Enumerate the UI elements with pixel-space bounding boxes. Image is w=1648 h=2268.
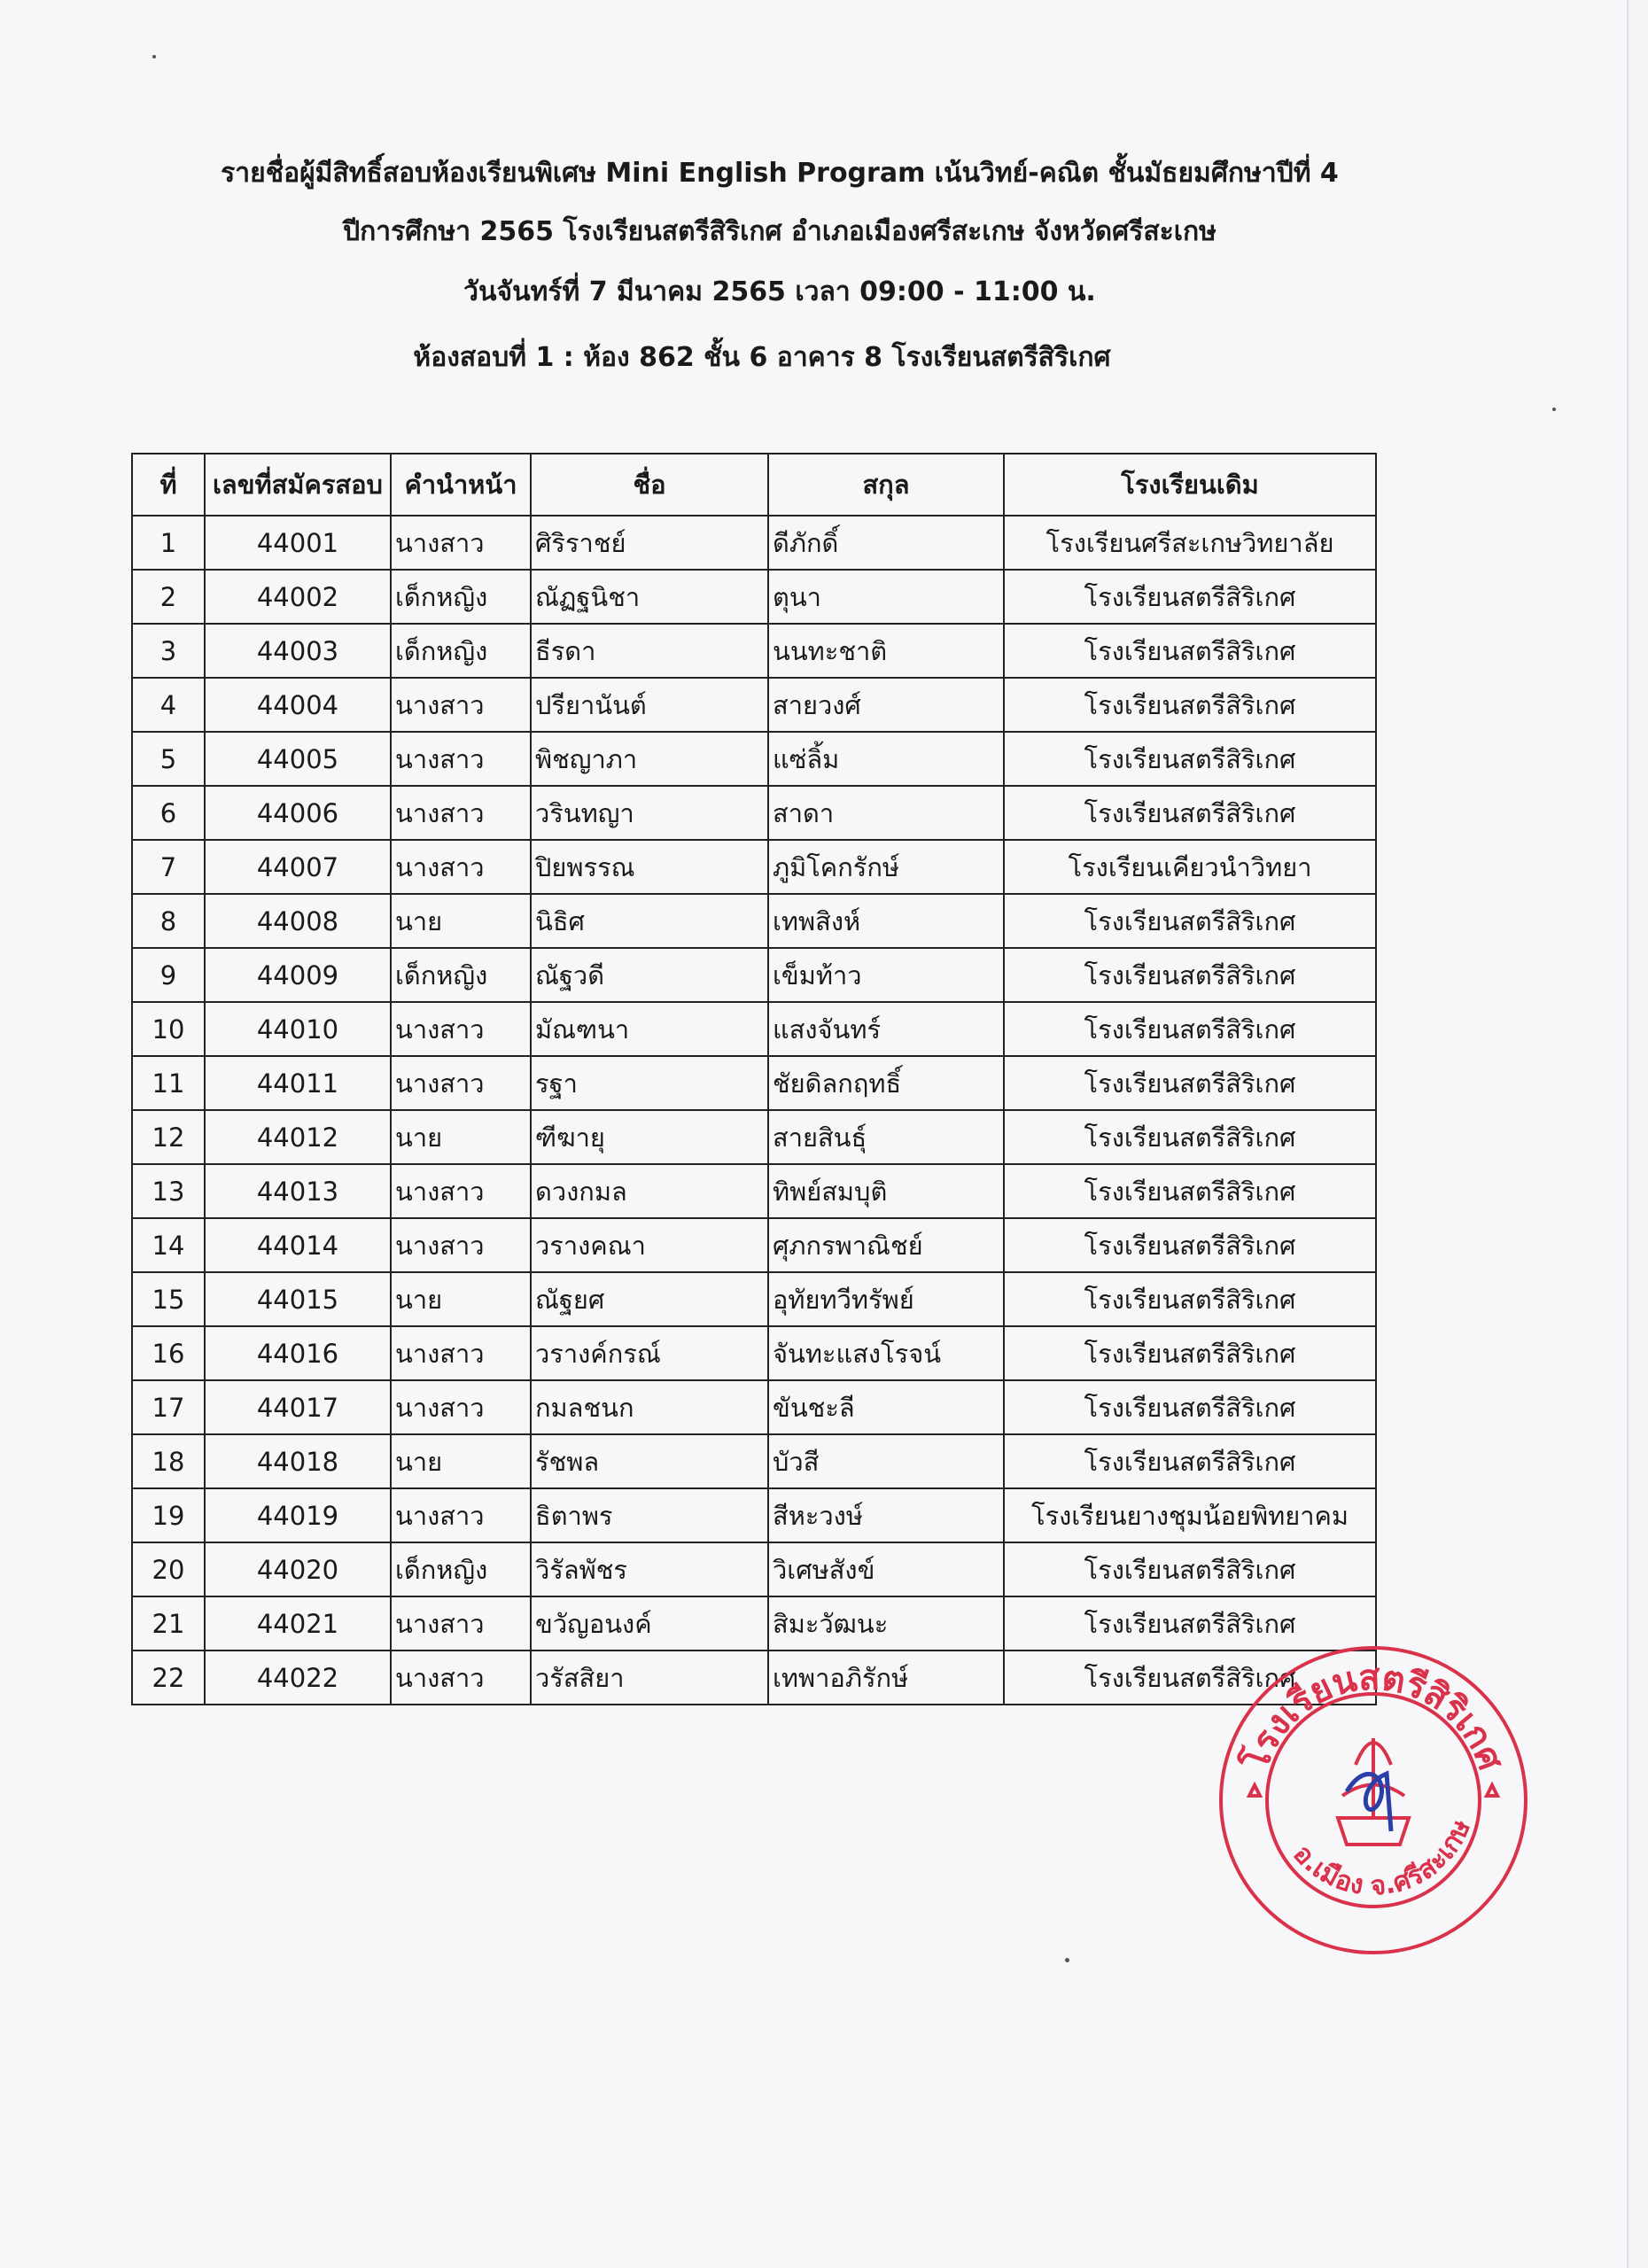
cell-application-id: 44005	[205, 732, 391, 786]
title-line-2: ปีการศึกษา 2565 โรงเรียนสตรีสิริเกศ อำเภอเมืองศรีสะเกษ จังหวัดศรีสะเกษ	[343, 216, 1217, 247]
cell-no: 4	[132, 678, 205, 732]
cell-title: นางสาว	[391, 1651, 531, 1705]
cell-first-name: วรินทญา	[531, 786, 768, 840]
table-row	[132, 1380, 1376, 1434]
cell-previous-school: โรงเรียนยางชุมน้อยพิทยาคม	[1004, 1488, 1376, 1542]
cell-application-id: 44020	[205, 1542, 391, 1596]
table-row	[132, 1542, 1376, 1596]
cell-no: 11	[132, 1056, 205, 1110]
cell-last-name: วิเศษสังข์	[768, 1542, 1004, 1596]
cell-title: นาย	[391, 1272, 531, 1326]
table-row	[132, 948, 1376, 1002]
cell-previous-school: โรงเรียนเคียวนำวิทยา	[1004, 840, 1376, 894]
exam-room-line: ห้องสอบที่ 1 : ห้อง 862 ชั้น 6 อาคาร 8 โรงเรียนสตรีสิริเกศ	[413, 342, 1111, 373]
table-row	[132, 1272, 1376, 1326]
cell-no: 21	[132, 1596, 205, 1651]
cell-title: เด็กหญิง	[391, 570, 531, 624]
cell-title: นางสาว	[391, 678, 531, 732]
cell-title: นางสาว	[391, 1164, 531, 1218]
cell-no: 20	[132, 1542, 205, 1596]
cell-application-id: 44006	[205, 786, 391, 840]
cell-first-name: รฐา	[531, 1056, 768, 1110]
table-row	[132, 570, 1376, 624]
cell-first-name: วรางค์กรณ์	[531, 1326, 768, 1380]
cell-no: 16	[132, 1326, 205, 1380]
cell-no: 9	[132, 948, 205, 1002]
cell-first-name: มัณฑนา	[531, 1002, 768, 1056]
stamp-emblem	[1338, 1818, 1409, 1845]
cell-previous-school: โรงเรียนสตรีสิริเกศ	[1004, 570, 1376, 624]
cell-application-id: 44002	[205, 570, 391, 624]
table-row	[132, 1596, 1376, 1651]
cell-first-name: ปรียานันต์	[531, 678, 768, 732]
cell-previous-school: โรงเรียนสตรีสิริเกศ	[1004, 1218, 1376, 1272]
cell-previous-school: โรงเรียนสตรีสิริเกศ	[1004, 894, 1376, 948]
stamp-emblem-detail	[1342, 1738, 1404, 1818]
table-header-row	[132, 454, 1376, 516]
table-row	[132, 1110, 1376, 1164]
cell-last-name: จันทะแสงโรจน์	[768, 1326, 1004, 1380]
table-row	[132, 1002, 1376, 1056]
cell-first-name: ปิยพรรณ	[531, 840, 768, 894]
cell-first-name: ศิริราชย์	[531, 516, 768, 570]
cell-last-name: เทพสิงห์	[768, 894, 1004, 948]
cell-last-name: บัวสี	[768, 1434, 1004, 1488]
table-row	[132, 1488, 1376, 1542]
cell-first-name: พิชญาภา	[531, 732, 768, 786]
cell-application-id: 44016	[205, 1326, 391, 1380]
cell-application-id: 44018	[205, 1434, 391, 1488]
cell-first-name: วรัสสิยา	[531, 1651, 768, 1705]
table-row	[132, 786, 1376, 840]
cell-title: นาย	[391, 1110, 531, 1164]
table-body	[132, 516, 1376, 1705]
cell-title: นาย	[391, 1434, 531, 1488]
cell-previous-school: โรงเรียนสตรีสิริเกศ	[1004, 1164, 1376, 1218]
cell-first-name: รัชพล	[531, 1434, 768, 1488]
cell-title: นาย	[391, 894, 531, 948]
stamp-text-top: โรงเรียนสตรีสิริเกศ	[1235, 1657, 1512, 1776]
cell-title: เด็กหญิง	[391, 948, 531, 1002]
cell-application-id: 44011	[205, 1056, 391, 1110]
cell-title: เด็กหญิง	[391, 1542, 531, 1596]
cell-no: 13	[132, 1164, 205, 1218]
scan-speck	[1552, 408, 1556, 411]
cell-last-name: ตุนา	[768, 570, 1004, 624]
exam-date-line: วันจันทร์ที่ 7 มีนาคม 2565 เวลา 09:00 - 11:00 น.	[463, 276, 1096, 307]
table-row	[132, 894, 1376, 948]
cell-last-name: เข็มท้าว	[768, 948, 1004, 1002]
table-row	[132, 1651, 1376, 1705]
cell-previous-school: โรงเรียนสตรีสิริเกศ	[1004, 1651, 1376, 1705]
title-line-1: รายชื่อผู้มีสิทธิ์สอบห้องเรียนพิเศษ Mini English Program เน้นวิทย์-คณิต ชั้นมัธยมศึกษาปีที่ 4	[221, 158, 1339, 189]
cell-previous-school: โรงเรียนสตรีสิริเกศ	[1004, 1002, 1376, 1056]
cell-title: นางสาว	[391, 1218, 531, 1272]
table-row	[132, 1056, 1376, 1110]
cell-title: นางสาว	[391, 1488, 531, 1542]
cell-no: 18	[132, 1434, 205, 1488]
cell-first-name: วรางคณา	[531, 1218, 768, 1272]
cell-previous-school: โรงเรียนสตรีสิริเกศ	[1004, 1056, 1376, 1110]
cell-last-name: เทพาอภิรักษ์	[768, 1651, 1004, 1705]
stamp-text-bottom: อ.เมือง จ.ศรีสะเกษ	[1287, 1814, 1478, 1902]
cell-last-name: อุทัยทวีทรัพย์	[768, 1272, 1004, 1326]
table-row	[132, 840, 1376, 894]
cell-previous-school: โรงเรียนศรีสะเกษวิทยาลัย	[1004, 516, 1376, 570]
cell-title: นางสาว	[391, 1326, 531, 1380]
cell-last-name: ดีภักดิ์	[768, 516, 1004, 570]
cell-title: เด็กหญิง	[391, 624, 531, 678]
signature-mark	[1347, 1774, 1391, 1831]
cell-application-id: 44001	[205, 516, 391, 570]
cell-last-name: แซ่ลิ้ม	[768, 732, 1004, 786]
cell-application-id: 44014	[205, 1218, 391, 1272]
cell-application-id: 44015	[205, 1272, 391, 1326]
cell-title: นางสาว	[391, 1380, 531, 1434]
cell-last-name: สายวงศ์	[768, 678, 1004, 732]
cell-no: 22	[132, 1651, 205, 1705]
cell-previous-school: โรงเรียนสตรีสิริเกศ	[1004, 1542, 1376, 1596]
header-last-name: สกุล	[768, 454, 1004, 516]
cell-no: 17	[132, 1380, 205, 1434]
cell-title: นางสาว	[391, 1596, 531, 1651]
cell-first-name: ณัฏฐนิชา	[531, 570, 768, 624]
cell-last-name: สาดา	[768, 786, 1004, 840]
cell-application-id: 44007	[205, 840, 391, 894]
cell-no: 10	[132, 1002, 205, 1056]
cell-previous-school: โรงเรียนสตรีสิริเกศ	[1004, 786, 1376, 840]
cell-previous-school: โรงเรียนสตรีสิริเกศ	[1004, 1596, 1376, 1651]
cell-last-name: สีหะวงษ์	[768, 1488, 1004, 1542]
cell-previous-school: โรงเรียนสตรีสิริเกศ	[1004, 624, 1376, 678]
school-seal-stamp	[1214, 1641, 1533, 1960]
cell-application-id: 44012	[205, 1110, 391, 1164]
cell-last-name: สิมะวัฒนะ	[768, 1596, 1004, 1651]
cell-application-id: 44013	[205, 1164, 391, 1218]
cell-no: 19	[132, 1488, 205, 1542]
scan-speck	[152, 55, 156, 58]
cell-no: 3	[132, 624, 205, 678]
cell-no: 14	[132, 1218, 205, 1272]
cell-last-name: ศุภกรพาณิชย์	[768, 1218, 1004, 1272]
header-title: คำนำหน้า	[391, 454, 531, 516]
table-row	[132, 732, 1376, 786]
cell-application-id: 44010	[205, 1002, 391, 1056]
table-row	[132, 1218, 1376, 1272]
cell-previous-school: โรงเรียนสตรีสิริเกศ	[1004, 948, 1376, 1002]
cell-application-id: 44008	[205, 894, 391, 948]
cell-first-name: ดวงกมล	[531, 1164, 768, 1218]
cell-first-name: ขวัญอนงค์	[531, 1596, 768, 1651]
cell-first-name: นิธิศ	[531, 894, 768, 948]
cell-title: นางสาว	[391, 516, 531, 570]
header-previous-school: โรงเรียนเดิม	[1004, 454, 1376, 516]
cell-first-name: ธิตาพร	[531, 1488, 768, 1542]
cell-title: นางสาว	[391, 1002, 531, 1056]
cell-previous-school: โรงเรียนสตรีสิริเกศ	[1004, 1380, 1376, 1434]
cell-last-name: แสงจันทร์	[768, 1002, 1004, 1056]
table-row	[132, 516, 1376, 570]
cell-no: 1	[132, 516, 205, 570]
cell-no: 15	[132, 1272, 205, 1326]
cell-application-id: 44003	[205, 624, 391, 678]
cell-application-id: 44022	[205, 1651, 391, 1705]
cell-first-name: ฑีฆายุ	[531, 1110, 768, 1164]
cell-no: 7	[132, 840, 205, 894]
cell-first-name: ธีรดา	[531, 624, 768, 678]
table-row	[132, 678, 1376, 732]
table-row	[132, 624, 1376, 678]
cell-application-id: 44019	[205, 1488, 391, 1542]
cell-previous-school: โรงเรียนสตรีสิริเกศ	[1004, 1110, 1376, 1164]
cell-last-name: นนทะชาติ	[768, 624, 1004, 678]
cell-last-name: ชัยดิลกฤทธิ์	[768, 1056, 1004, 1110]
header-no: ที่	[132, 454, 205, 516]
cell-previous-school: โรงเรียนสตรีสิริเกศ	[1004, 732, 1376, 786]
table-row	[132, 1434, 1376, 1488]
cell-no: 12	[132, 1110, 205, 1164]
cell-title: นางสาว	[391, 786, 531, 840]
cell-first-name: วิรัลพัชร	[531, 1542, 768, 1596]
header-first-name: ชื่อ	[531, 454, 768, 516]
scan-speck	[1065, 1958, 1069, 1962]
cell-previous-school: โรงเรียนสตรีสิริเกศ	[1004, 1326, 1376, 1380]
cell-title: นางสาว	[391, 732, 531, 786]
cell-last-name: ขันชะลี	[768, 1380, 1004, 1434]
cell-title: นางสาว	[391, 840, 531, 894]
cell-no: 2	[132, 570, 205, 624]
cell-previous-school: โรงเรียนสตรีสิริเกศ	[1004, 1434, 1376, 1488]
candidate-table	[131, 453, 1377, 1705]
cell-last-name: สายสินธุ์	[768, 1110, 1004, 1164]
cell-title: นางสาว	[391, 1056, 531, 1110]
header-application-id: เลขที่สมัครสอบ	[205, 454, 391, 516]
cell-first-name: ณัฐยศ	[531, 1272, 768, 1326]
cell-first-name: กมลชนก	[531, 1380, 768, 1434]
cell-application-id: 44004	[205, 678, 391, 732]
cell-application-id: 44017	[205, 1380, 391, 1434]
cell-previous-school: โรงเรียนสตรีสิริเกศ	[1004, 1272, 1376, 1326]
cell-no: 6	[132, 786, 205, 840]
cell-no: 5	[132, 732, 205, 786]
table-row	[132, 1326, 1376, 1380]
table-row	[132, 1164, 1376, 1218]
cell-last-name: ภูมิโคกรักษ์	[768, 840, 1004, 894]
cell-first-name: ณัฐวดี	[531, 948, 768, 1002]
cell-last-name: ทิพย์สมบุติ	[768, 1164, 1004, 1218]
cell-previous-school: โรงเรียนสตรีสิริเกศ	[1004, 678, 1376, 732]
cell-application-id: 44009	[205, 948, 391, 1002]
cell-no: 8	[132, 894, 205, 948]
cell-application-id: 44021	[205, 1596, 391, 1651]
